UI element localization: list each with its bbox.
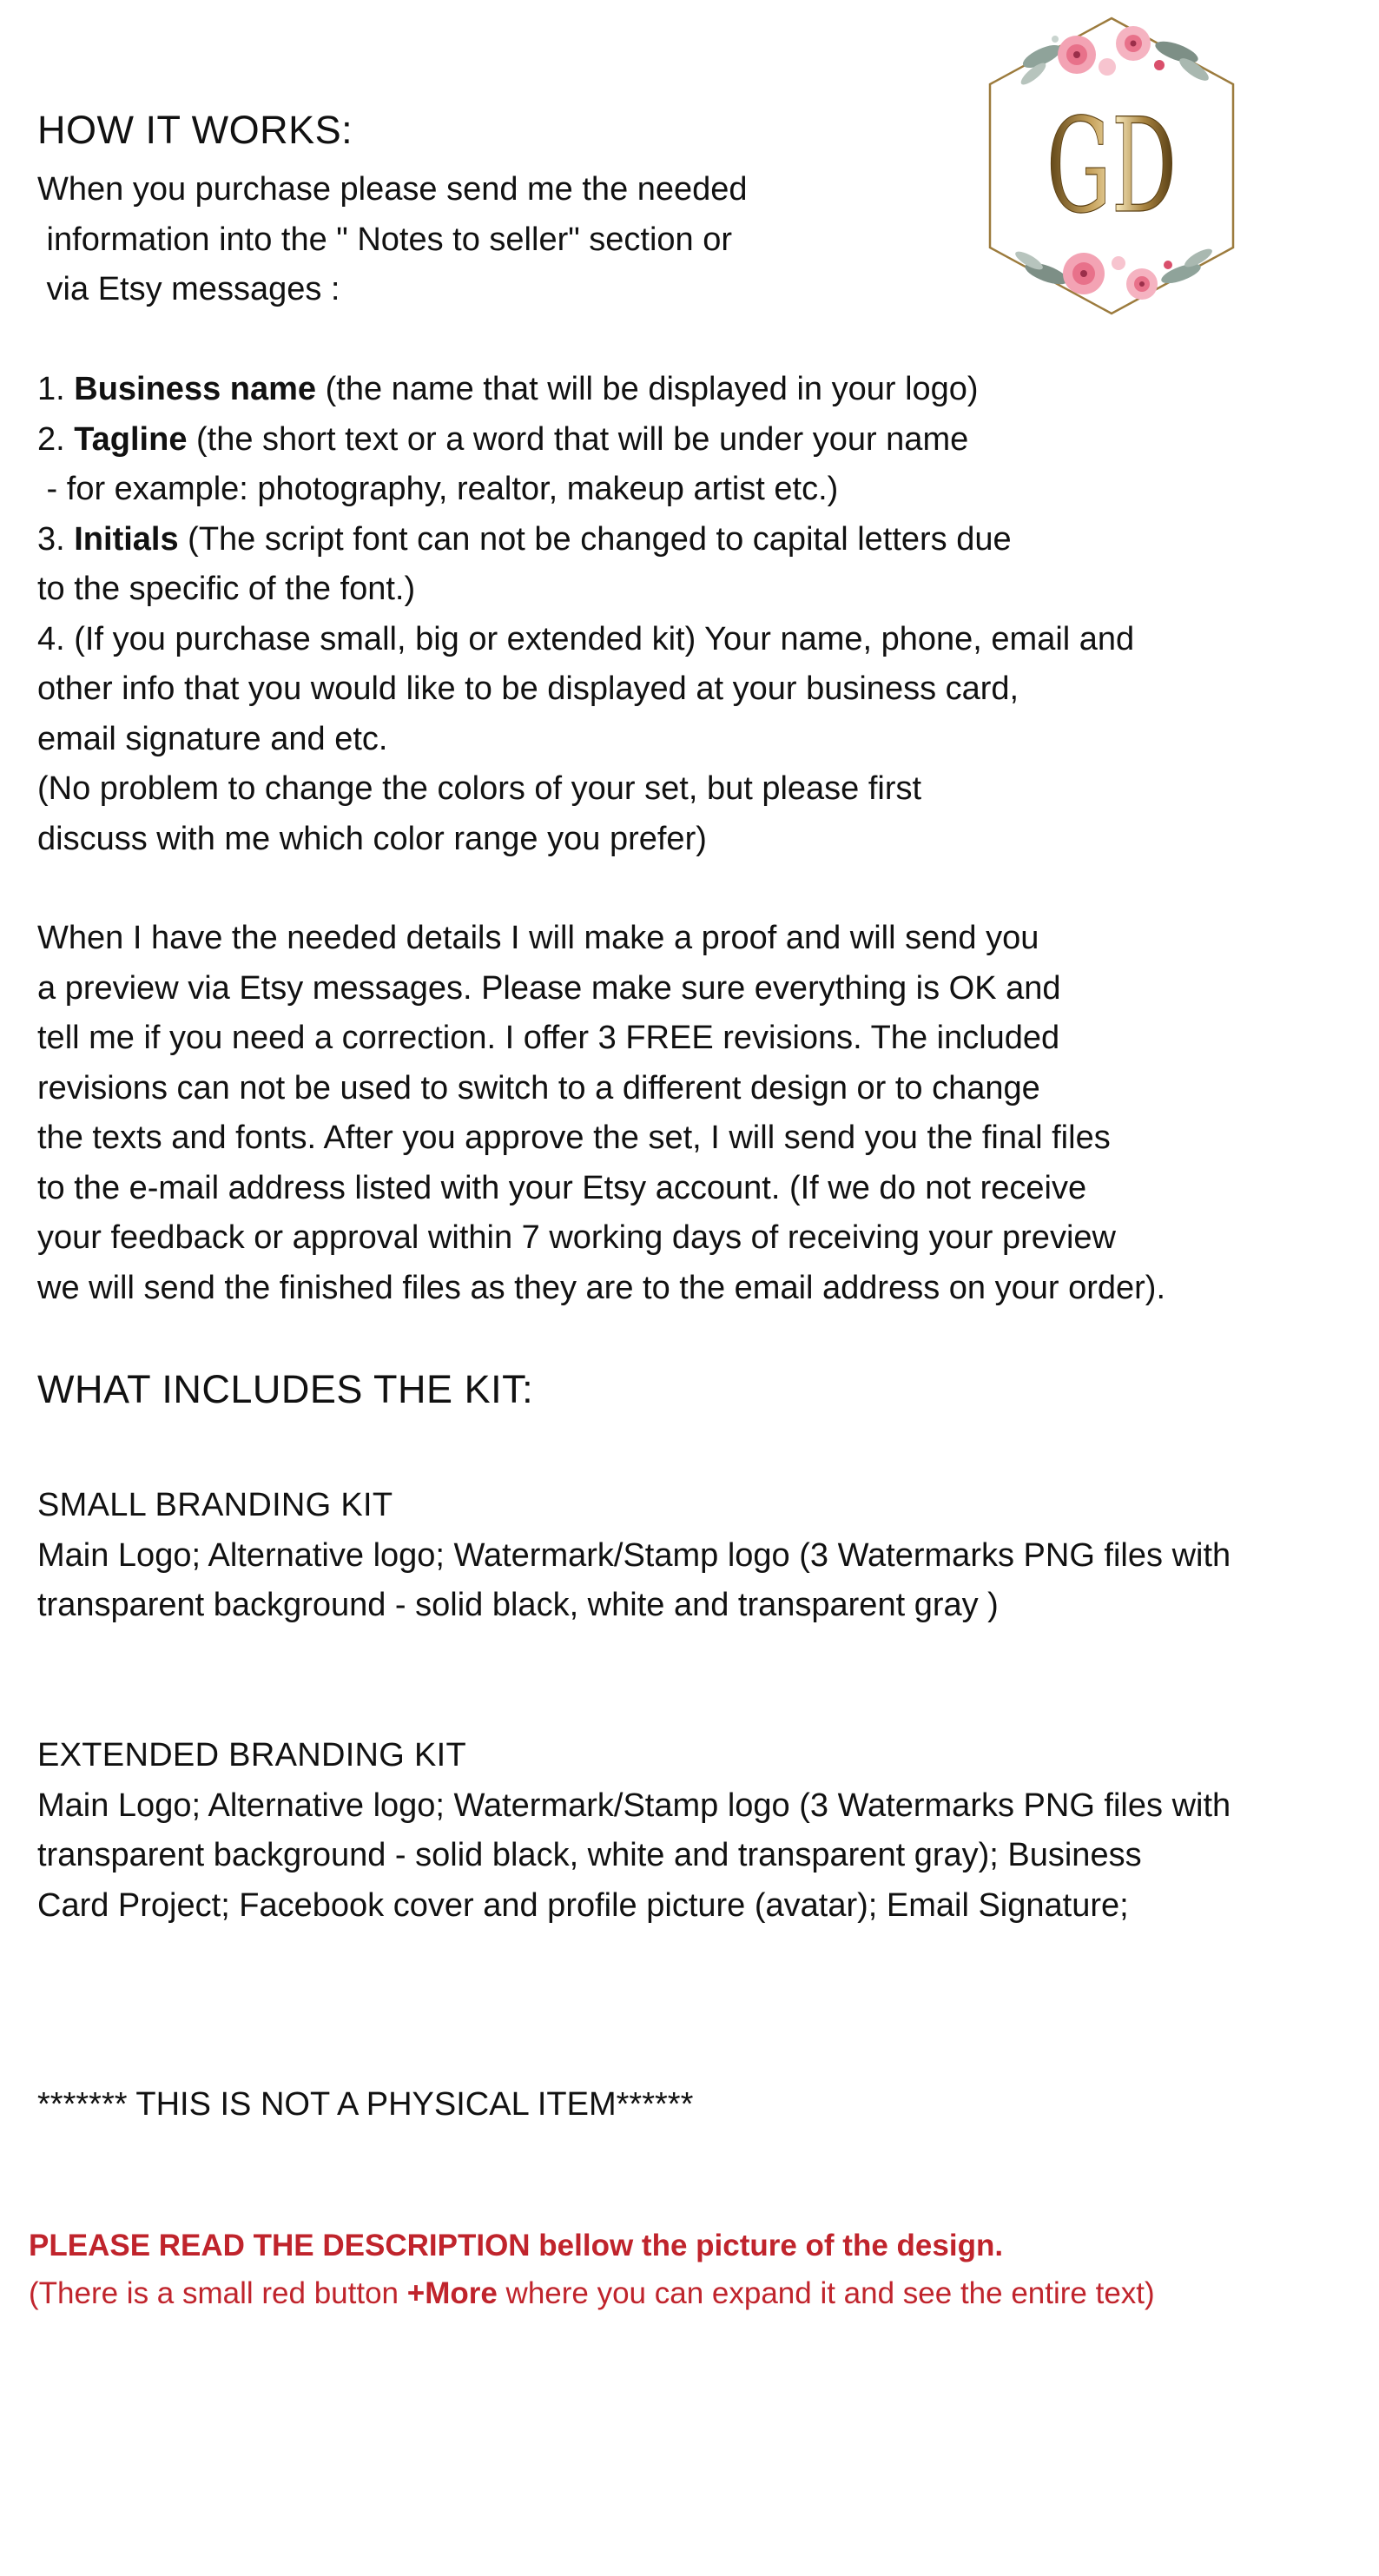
intro-paragraph [37, 165, 1357, 315]
small-kit-line: transparent background - solid black, white and transparent gray ) [37, 1587, 999, 1623]
proof-line: to the e-mail address listed with your Etsy account. (If we do not receive [37, 1169, 1087, 1206]
more-button-label: +More [406, 2276, 498, 2310]
intro-line: When you purchase please send me the needed [37, 171, 748, 208]
kit-heading: WHAT INCLUDES THE KIT: [37, 1367, 534, 1411]
more-button-hint: (There is a small red button +More where you can expand it and see the entire text) [29, 2276, 1155, 2310]
small-kit-title: SMALL BRANDING KIT [37, 1487, 393, 1523]
extended-kit-line: transparent background - solid black, white and transparent gray); Business [37, 1837, 1142, 1873]
list-item-initials: 3. Initials (The script font can not be changed to capital letters due [37, 520, 1012, 558]
proof-line: the texts and fonts. After you approve the set, I will send you the final files [37, 1120, 1111, 1156]
list-item-business-name: 1. Business name (the name that will be displayed in your logo) [37, 371, 979, 407]
physical-item-notice [37, 2080, 1357, 2130]
top-flower-cluster [1018, 26, 1211, 88]
colors-note: (No problem to change the colors of your set, but please first [37, 770, 922, 807]
how-it-works-section [37, 104, 1357, 156]
intro-line: via Etsy messages : [37, 271, 340, 307]
requirements-list [37, 365, 1357, 864]
colors-note: discuss with me which color range you prefer) [37, 820, 707, 857]
how-it-works-heading: HOW IT WORKS: [37, 108, 353, 152]
small-kit [37, 1481, 1357, 1631]
description-notice [29, 2222, 1349, 2317]
proof-line: we will send the finished files as they are to the email address on your order). [37, 1269, 1165, 1306]
kit-section [37, 1364, 1357, 1416]
read-description-text: PLEASE READ THE DESCRIPTION bellow the picture of the design. [29, 2229, 1004, 2262]
intro-line: information into the " Notes to seller" section or [37, 221, 733, 258]
list-item-continuation: other info that you would like to be displayed at your business card, [37, 670, 1019, 707]
list-item-contact-info: 4. (If you purchase small, big or extended kit) Your name, phone, email and [37, 620, 1135, 657]
small-kit-line: Main Logo; Alternative logo; Watermark/Stamp logo (3 Watermarks PNG files with [37, 1536, 1231, 1574]
proof-line: your feedback or approval within 7 working days of receiving your preview [37, 1219, 1116, 1256]
proof-line: tell me if you need a correction. I offer 3 FREE revisions. The included [37, 1020, 1060, 1056]
proof-paragraph [37, 914, 1357, 1313]
not-physical-item-text: ******* THIS IS NOT A PHYSICAL ITEM****** [37, 2086, 694, 2123]
proof-line: When I have the needed details I will make a proof and will send you [37, 920, 1039, 956]
extended-kit-line: Main Logo; Alternative logo; Watermark/Stamp logo (3 Watermarks PNG files with [37, 1787, 1231, 1824]
list-item-continuation: email signature and etc. [37, 720, 388, 757]
proof-line: revisions can not be used to switch to a different design or to change [37, 1069, 1040, 1106]
proof-line: a preview via Etsy messages. Please make sure everything is OK and [37, 969, 1061, 1007]
list-item-continuation: to the specific of the font.) [37, 571, 416, 607]
extended-kit-title: EXTENDED BRANDING KIT [37, 1737, 467, 1773]
extended-kit-line: Card Project; Facebook cover and profile picture (avatar); Email Signature; [37, 1886, 1129, 1924]
list-item-continuation: - for example: photography, realtor, makeup artist etc.) [37, 471, 839, 507]
extended-kit [37, 1731, 1357, 1931]
monogram-letters: GD [1046, 91, 1177, 242]
list-item-tagline: 2. Tagline (the short text or a word that will be under your name [37, 420, 969, 458]
